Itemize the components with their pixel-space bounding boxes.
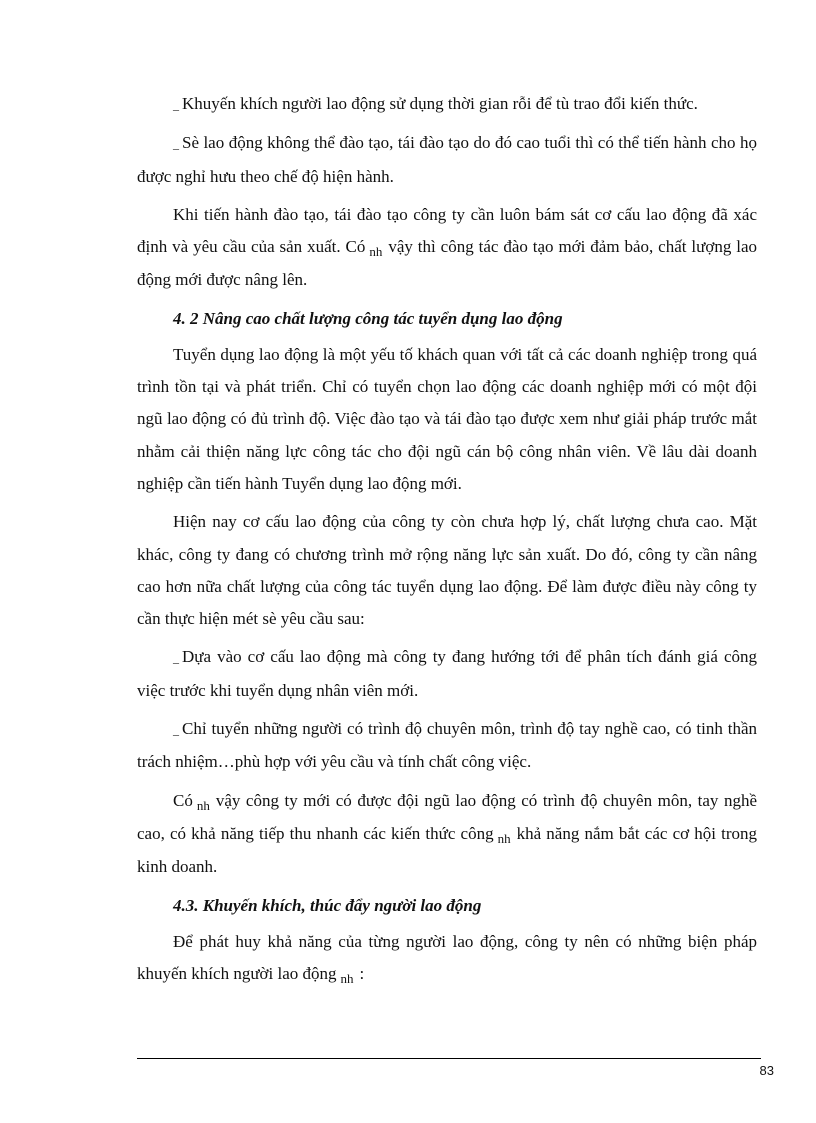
- footer-divider: [137, 1058, 761, 1059]
- paragraph-text: vậy công ty mới có được đội ngũ lao động có trình độ chuyên môn, tay nghề cao, có khả năng tiếp thu nhanh các kiến thức công: [137, 790, 757, 843]
- bullet-dash: _: [173, 98, 179, 112]
- paragraph-text: Khuyến khích người lao động sử dụng thời gian rỗi để tù trao đổi kiến thức.: [182, 94, 698, 113]
- paragraph-motivation-intro: [137, 926, 757, 992]
- paragraph-analyze-work: [137, 641, 757, 707]
- subscript-nh: nh: [340, 970, 354, 986]
- paragraph-retirement: [137, 127, 757, 193]
- bullet-dash: _: [173, 651, 179, 666]
- paragraph-current-structure: Hiện nay cơ cấu lao động của công ty còn chưa hợp lý, chất lượng chưa cao. Mặt khác, công ty đang có chương trình mở rộng năng lực sản xuất. Do đó, công ty cần nâng cao hơn nữa chất lượng của công tác tuyển dụng lao động. Để làm được điều này công ty cần thực hiện mét sè yêu cầu sau:: [137, 512, 757, 629]
- paragraph-text: Để phát huy khả năng của từng người lao động, công ty nên có những biện pháp khuyến khích người lao động: [137, 931, 757, 983]
- subscript-nh: nh: [497, 830, 511, 846]
- section-heading-motivation: 4.3. Khuyến khích, thúc đẩy người lao động: [173, 895, 482, 915]
- paragraph-text: khả năng nắm bắt các cơ hội trong kinh doanh.: [137, 823, 757, 877]
- bullet-dash: _: [173, 723, 179, 738]
- paragraph-text: :: [359, 963, 365, 983]
- paragraph-training-structure: [137, 199, 757, 297]
- paragraph-text: Chỉ tuyển những người có trình độ chuyên môn, trình độ tay nghề cao, có tinh thần trách nhiệm…phù hợp với yêu cầu và tính chất công việc.: [137, 719, 757, 772]
- paragraph-text: Có: [173, 790, 193, 810]
- paragraph-outcome: [137, 785, 757, 884]
- subscript-nh: nh: [369, 244, 383, 260]
- subscript-nh: nh: [196, 797, 210, 813]
- paragraph-text: Dựa vào cơ cấu lao động mà công ty đang hướng tới để phân tích đánh giá công việc trước khi tuyển dụng nhân viên mới.: [137, 647, 757, 700]
- paragraph-text: Sè lao động không thể đào tạo, tái đào tạo do đó cao tuổi thì có thể tiến hành cho họ được nghỉ hưu theo chế độ hiện hành.: [137, 133, 757, 186]
- section-heading-recruitment: 4. 2 Nâng cao chất lượng công tác tuyển dụng lao động: [173, 308, 563, 328]
- page-number: 83: [759, 1063, 774, 1078]
- document-body: [137, 88, 757, 991]
- paragraph-text: Khi tiến hành đào tạo, tái đào tạo công ty cần luôn bám sát cơ cấu lao động đã xác định và yêu cầu của sản xuất. Có: [137, 204, 757, 257]
- paragraph-encourage-self-study: [137, 88, 757, 121]
- bullet-dash: _: [173, 137, 179, 152]
- paragraph-qualified-hiring: [137, 713, 757, 779]
- paragraph-recruitment-intro: Tuyển dụng lao động là một yếu tố khách quan với tất cả các doanh nghiệp trong quá trình tồn tại và phát triển. Chỉ có tuyển chọn lao động các doanh nghiệp mới có một đội ngũ lao động có đủ trình độ. Việc đào tạo và tái đào tạo được xem như giải pháp trước mắt nhằm cải thiện năng lực công tác cho đội ngũ cán bộ công nhân viên. Về lâu dài doanh nghiệp cần tiến hành Tuyển dụng lao động mới.: [137, 344, 757, 493]
- paragraph-text: vậy thì công tác đào tạo mới đảm bảo, chất lượng lao động mới được nâng lên.: [137, 237, 757, 290]
